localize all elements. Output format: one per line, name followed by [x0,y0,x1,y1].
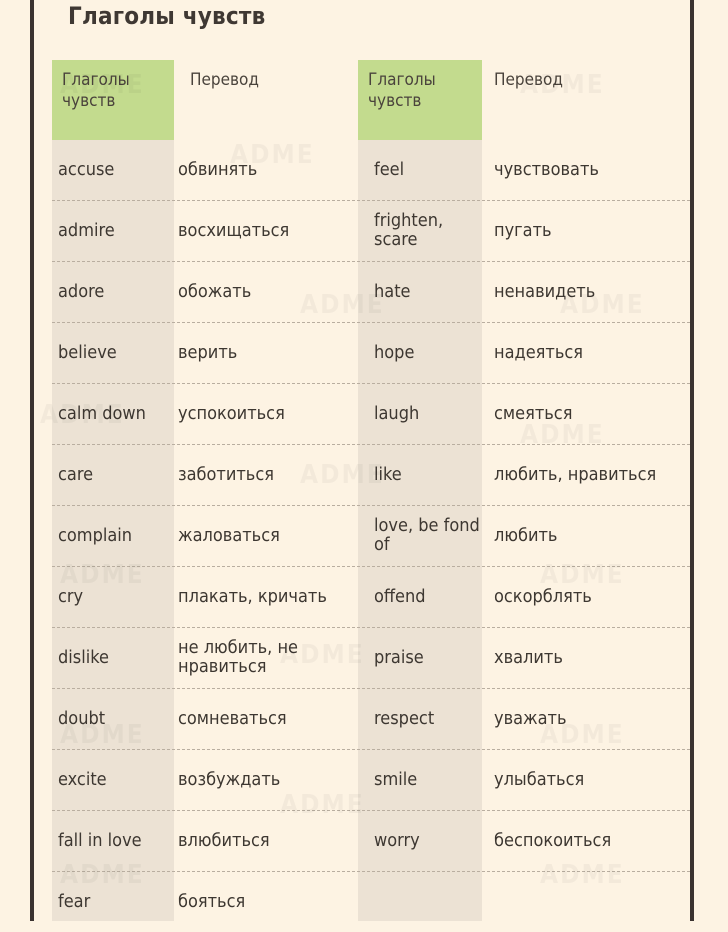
translation-cell-right: ненавидеть [494,280,596,302]
verb-cell-left: doubt [58,707,106,729]
watermark-text [520,420,605,450]
table-row [52,140,690,201]
translation-cell-right: смеяться [494,402,573,424]
verb-cell-left: believe [58,341,117,363]
watermark-text [520,70,605,100]
frame-left-border [30,0,34,921]
verb-cell-right: respect [374,707,435,729]
translation-cell-right: хвалить [494,646,563,668]
watermark-text [280,790,365,820]
verb-cell-right: feel [374,158,405,180]
watermark-text [300,460,385,490]
verb-cell-left: dislike [58,646,109,668]
watermark-text [60,70,145,100]
verb-cell-left: adore [58,280,105,302]
translation-cell-left: обвинять [178,158,258,180]
translation-cell-right: пугать [494,219,552,241]
translation-cell-left: бояться [178,890,246,912]
translation-cell-left: влюбиться [178,829,270,851]
table-row [52,323,690,384]
header-verbs-right [358,60,482,140]
verb-cell-right: frighten, scare [374,210,444,250]
translation-cell-left: верить [178,341,238,363]
watermark-text [560,290,645,320]
verb-cell-left: fear [58,890,91,912]
verb-cell-right: offend [374,585,426,607]
translation-cell-right: чувствовать [494,158,599,180]
verb-cell-right: hate [374,280,411,302]
watermark-text [60,560,145,590]
table-row [52,628,690,689]
verb-cell-left: care [58,463,94,485]
translation-cell-left: обожать [178,280,252,302]
watermark-text [60,720,145,750]
translation-cell-left: возбуждать [178,768,281,790]
watermark-text [540,860,625,890]
translation-cell-right: улыбаться [494,768,585,790]
verb-cell-right: like [374,463,402,485]
header-verbs-right-label: Глаголы чувств [368,70,436,112]
page-title: Глаголы чувств [68,2,266,30]
watermark-text [230,140,315,170]
verb-cell-left: cry [58,585,84,607]
verb-cell-right: love, be fond of [374,515,480,555]
header-verbs-left-label: Глаголы чувств [62,70,130,112]
translation-cell-right: надеяться [494,341,584,363]
verb-cell-right: praise [374,646,424,668]
verb-cell-left: excite [58,768,107,790]
translation-cell-right: беспокоиться [494,829,612,851]
header-translation-right-label: Перевод [494,70,563,90]
watermark-text [540,560,625,590]
verb-cell-left: admire [58,219,115,241]
translation-cell-left: жаловаться [178,524,280,546]
watermark-text [280,640,365,670]
verbs-table [52,140,690,932]
translation-cell-left: заботиться [178,463,274,485]
header-translation-left-label: Перевод [190,70,259,90]
watermark-text [300,290,385,320]
table-row [52,506,690,567]
table-row [52,201,690,262]
translation-cell-left: плакать, кричать [178,585,327,607]
translation-cell-left: успокоиться [178,402,285,424]
table-row [52,750,690,811]
verb-cell-right: laugh [374,402,420,424]
verb-cell-right: smile [374,768,418,790]
translation-cell-left: не любить, не нравиться [178,637,299,677]
verb-cell-left: fall in love [58,829,142,851]
translation-cell-right: любить [494,524,558,546]
watermark-text [60,860,145,890]
verb-cell-left: complain [58,524,133,546]
verb-cell-left: calm down [58,402,146,424]
translation-cell-right: оскорблять [494,585,592,607]
watermark-text [540,720,625,750]
verb-cell-right: worry [374,829,420,851]
verb-cell-right: hope [374,341,415,363]
translation-cell-right: любить, нравиться [494,463,657,485]
translation-cell-right: уважать [494,707,567,729]
watermark-text [40,400,125,430]
header-translation-left [180,60,350,140]
translation-cell-left: восхищаться [178,219,290,241]
verb-cell-left: accuse [58,158,115,180]
verb-cell-right [374,872,484,932]
translation-cell-left: сомневаться [178,707,287,729]
